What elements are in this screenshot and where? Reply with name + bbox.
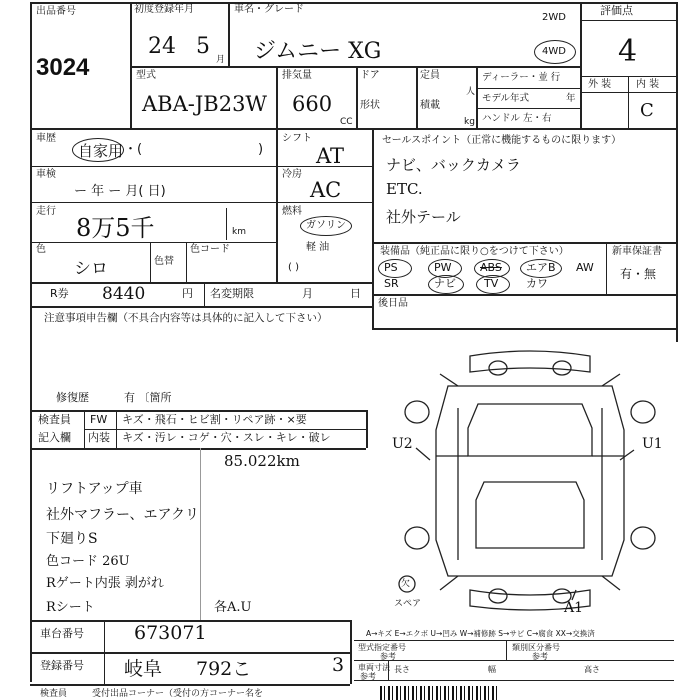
- bottom-text: 受付出品コーナー（受付の方コーナー名を: [92, 689, 264, 699]
- lot-number: 3024: [36, 54, 90, 81]
- after-sale-label: 後日品: [378, 298, 408, 309]
- model-year-label: モデル年式: [482, 93, 530, 104]
- inspector-label-1: 検査員: [38, 413, 71, 426]
- plate-region: 岐阜: [124, 658, 163, 680]
- equip-navi: ナビ: [434, 277, 456, 290]
- dim-height: 高さ: [584, 665, 600, 674]
- int-label: 内装: [88, 431, 110, 444]
- fuel-paren: ( ): [288, 262, 299, 273]
- kg-unit: kg: [464, 117, 475, 127]
- equip-pw: PW: [434, 261, 452, 274]
- year-unit: 年: [566, 93, 576, 104]
- remark-2: 社外マフラー、エアクリ: [46, 507, 200, 523]
- history-paren-close: ): [258, 142, 264, 157]
- cc-value: 660: [292, 92, 333, 116]
- door-label: ドア: [360, 70, 380, 81]
- mileage-value: 8万5千: [76, 214, 155, 242]
- fuel-gas: ガソリン: [306, 220, 346, 231]
- dealer-label: ディーラー・並 行: [482, 72, 561, 83]
- color-label: 色: [36, 244, 46, 255]
- ac-value: AC: [310, 178, 342, 202]
- chassis-value: 673071: [134, 622, 207, 644]
- cc-unit: CC: [340, 117, 353, 127]
- damage-legend: A→キズ E→エクボ U→凹み W→補修跡 S→サビ C→腐食 XX→交換済: [366, 629, 595, 638]
- equip-ps: PS: [384, 261, 398, 274]
- month-unit: 月: [216, 55, 226, 65]
- interior-label: 内 装: [636, 79, 660, 90]
- class-label: 類別区分番号: [512, 643, 560, 652]
- type-label: 型式: [136, 70, 156, 81]
- dim-width: 幅: [488, 665, 496, 674]
- mileage-label: 走行: [36, 206, 56, 217]
- ac-label: 冷房: [282, 169, 302, 180]
- warranty-value: 有・無: [620, 267, 657, 281]
- remark-0: 85.022km: [224, 452, 300, 470]
- notes-label: 注意事項申告欄（不具合内容等は具体的に記入して下さい）: [44, 312, 328, 324]
- exterior-label: 外 装: [588, 79, 612, 90]
- repair-label: 修復歴: [56, 391, 89, 404]
- spare-label: スペア: [394, 599, 422, 609]
- equip-aw: AW: [576, 261, 594, 274]
- drive-2wd: 2WD: [542, 12, 566, 23]
- lot-label: 出品番号: [36, 6, 76, 17]
- remark-6: Rシート: [46, 600, 95, 615]
- recycle-label: R券: [50, 287, 69, 300]
- shift-label: シフト: [282, 133, 312, 144]
- shaken-value: ー 年 ー 月( 日): [74, 184, 166, 199]
- equip-tv: TV: [484, 277, 499, 290]
- shaken-label: 車検: [36, 169, 56, 180]
- cc-label: 排気量: [282, 70, 312, 81]
- sales-point-1: ナビ、バックカメラ: [386, 156, 521, 174]
- barcode: [380, 686, 500, 700]
- equip-sr: SR: [384, 277, 399, 290]
- model-label: 車名・グレード: [234, 4, 304, 15]
- sales-point-3: 社外テール: [386, 208, 461, 226]
- remark-5: Rゲート内張 剥がれ: [46, 576, 164, 591]
- shift-value: AT: [316, 144, 345, 168]
- deadline-month: 月: [302, 287, 313, 300]
- dim-length: 長さ: [394, 665, 410, 674]
- dim-label: 車両寸法: [358, 663, 390, 672]
- km-unit: km: [232, 227, 246, 237]
- person-unit: 人: [466, 87, 476, 97]
- fw-label: FW: [90, 413, 108, 426]
- remark-7: 各A.U: [214, 600, 252, 615]
- type-value: ABA-JB23W: [142, 92, 268, 116]
- shape-label: 形状: [360, 100, 380, 111]
- reg-label: 初度登録年月: [134, 4, 194, 15]
- score-label: 評価点: [600, 4, 633, 17]
- remark-1: リフトアップ車: [46, 481, 143, 497]
- recycle-value: 8440: [102, 284, 146, 304]
- model-name: ジムニー XG: [254, 39, 382, 64]
- history-label: 車歴: [36, 133, 56, 144]
- remark-4: 色コード 26U: [46, 554, 130, 569]
- color-value: シロ: [74, 259, 108, 279]
- chassis-label: 車台番号: [40, 627, 84, 640]
- handle-label: ハンドル 左・右: [482, 113, 552, 124]
- dim-ref: 参考: [360, 672, 376, 681]
- spec-ref: 参考: [380, 652, 396, 661]
- remark-3: 下廻りS: [46, 531, 98, 547]
- int-items: キズ・汚レ・コゲ・穴・スレ・キレ・破レ: [122, 431, 331, 444]
- fuel-diesel: 軽 油: [306, 242, 330, 253]
- spare-mark: 欠: [401, 579, 411, 589]
- deadline-label: 名変期限: [210, 287, 254, 300]
- equipment-label: 装備品（純正品に限り○をつけて下さい）: [380, 246, 569, 257]
- deadline-day: 日: [350, 287, 361, 300]
- fw-items: キズ・飛石・ヒビ割・リペア跡・×要: [122, 413, 307, 426]
- diagram-u2: U2: [392, 436, 413, 452]
- drive-4wd: 4WD: [542, 46, 566, 57]
- inspector-label-2: 記入欄: [38, 431, 71, 444]
- diagram-u1: U1: [642, 436, 663, 452]
- equip-abs: ABS: [480, 261, 502, 274]
- interior-grade: C: [640, 100, 654, 121]
- capacity-label: 定員: [420, 70, 440, 81]
- plate-class: 3: [332, 654, 345, 676]
- load-label: 積載: [420, 100, 440, 111]
- recycle-yen: 円: [182, 287, 193, 300]
- bottom-label: 検査員: [40, 689, 68, 699]
- warranty-label: 新車保証書: [612, 246, 662, 257]
- equip-leather: カワ: [526, 277, 548, 290]
- diagram-a1: A1: [564, 600, 584, 616]
- class-ref: 参考: [532, 652, 548, 661]
- repair-value: 有 〔箇所: [124, 391, 172, 404]
- spec-label: 型式指定番号: [358, 643, 406, 652]
- sales-point-2: ETC.: [386, 180, 423, 198]
- color-code-label: 色コード: [190, 244, 230, 255]
- score-value: 4: [618, 34, 638, 69]
- sales-points-label: セールスポイント（正常に機能するものに限ります）: [382, 135, 622, 146]
- repaint-label: 色替: [154, 256, 174, 267]
- history-paren-open: ・(: [124, 142, 143, 157]
- equip-airbag: エアB: [526, 261, 556, 274]
- plate-label: 登録番号: [40, 659, 84, 672]
- history-value: 自家用: [78, 142, 124, 160]
- reg-month: 5: [196, 34, 210, 59]
- plate-number: 792こ: [196, 658, 252, 680]
- fuel-label: 燃料: [282, 206, 302, 217]
- reg-year: 24: [148, 34, 176, 59]
